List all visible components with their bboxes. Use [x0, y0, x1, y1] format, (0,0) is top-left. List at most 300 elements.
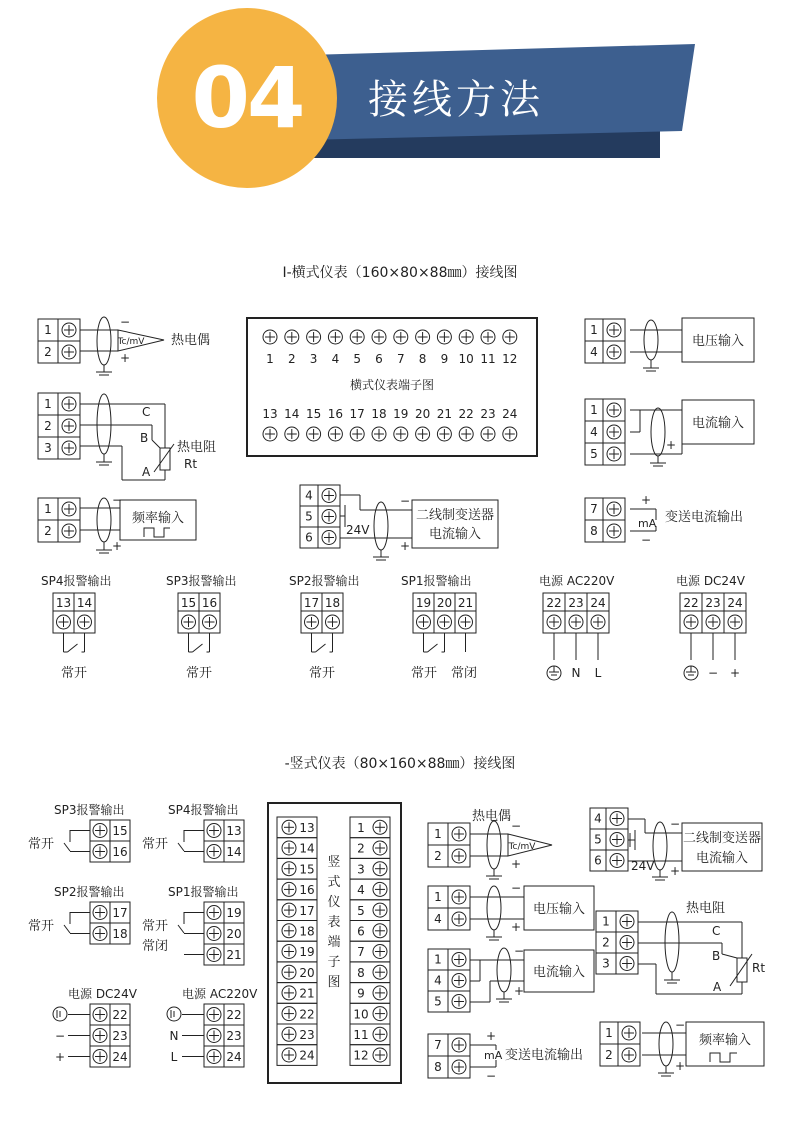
caption-char: 端: [327, 935, 341, 950]
screw-terminal-icon: [591, 615, 605, 629]
terminal-number: 21: [457, 596, 474, 610]
alarm-state: 常闭: [451, 666, 478, 681]
screw-terminal-icon: [452, 912, 466, 926]
screw-terminal-icon: [350, 427, 364, 441]
v-2w-line1: 二线制变送器: [682, 831, 762, 846]
terminal-number: 17: [299, 903, 315, 918]
caption-char: 图: [327, 975, 341, 990]
vertical-left-terminals: [277, 817, 317, 1065]
v-v-minus: −: [511, 881, 522, 895]
h-tc-minus: −: [120, 315, 131, 329]
terminal-number: 4: [305, 488, 313, 503]
caption-char: 竖: [327, 855, 341, 870]
alarm-output-2: [289, 573, 360, 681]
terminal-number: 6: [375, 352, 383, 366]
h-transmit-wiring: [585, 493, 743, 547]
power-title: 电源 AC220V: [539, 574, 615, 588]
terminal-number: 1: [434, 827, 442, 841]
v-thermocouple-wiring: [428, 808, 552, 879]
terminal-number: 1: [266, 352, 274, 366]
power-mark: L: [170, 1050, 178, 1064]
h-c-label: 电流输入: [691, 416, 745, 431]
screw-terminal-icon: [307, 427, 321, 441]
terminal-number: 20: [226, 927, 242, 941]
terminal-number: 1: [605, 1026, 613, 1040]
terminal-number: 15: [180, 596, 197, 610]
v-rtd-c: C: [712, 924, 721, 938]
v-voltage-wiring: [428, 881, 594, 940]
v-alarm-outputs: [28, 802, 244, 965]
terminal-number: 13: [226, 824, 242, 838]
terminal-number: 22: [458, 407, 474, 421]
screw-terminal-icon: [328, 330, 342, 344]
screw-terminal-icon: [607, 447, 621, 461]
horizontal-top-terminals: [263, 330, 517, 366]
terminal-number: 7: [357, 945, 365, 960]
h-power-ac: [539, 573, 615, 680]
screw-terminal-icon: [416, 330, 430, 344]
terminal-number: 5: [305, 509, 313, 524]
terminal-number: 16: [112, 845, 128, 859]
terminal-number: 24: [727, 596, 743, 610]
terminal-number: 2: [357, 841, 365, 856]
v-rtd-rt: Rt: [752, 961, 766, 975]
v-2w-minus: −: [670, 817, 681, 831]
screw-terminal-icon: [207, 927, 221, 941]
screw-terminal-icon: [373, 1048, 387, 1062]
terminal-number: 9: [440, 352, 449, 366]
alarm-output-0: [41, 573, 112, 681]
terminal-number: 4: [594, 811, 602, 826]
screw-terminal-icon: [607, 502, 621, 516]
power-mark: L: [594, 666, 602, 680]
terminal-number: 13: [299, 821, 315, 835]
screw-terminal-icon: [452, 827, 466, 841]
power-mark: N: [169, 1029, 179, 1043]
v-t-label: 变送电流输出: [505, 1048, 584, 1063]
screw-terminal-icon: [373, 882, 387, 896]
v-tc-sensor: Tc/mV: [508, 842, 536, 852]
ground-icon: [53, 1007, 67, 1021]
terminal-number: 20: [414, 407, 431, 421]
terminal-number: 2: [605, 1048, 613, 1062]
terminal-number: 19: [415, 596, 432, 610]
v-2w-voltage: 24V: [631, 859, 655, 873]
horizontal-bottom-terminals: [262, 407, 517, 441]
screw-terminal-icon: [373, 820, 387, 834]
h-v-label: 电压输入: [691, 334, 745, 349]
terminal-number: 8: [590, 524, 598, 538]
screw-terminal-icon: [373, 1007, 387, 1021]
v-tc-label: 热电偶: [472, 809, 512, 824]
screw-terminal-icon: [481, 427, 495, 441]
terminal-number: 1: [590, 403, 598, 417]
alarm-title: SP4报警输出: [41, 574, 112, 588]
h-power-dc: [676, 573, 746, 680]
terminal-number: 11: [480, 352, 496, 366]
screw-terminal-icon: [207, 948, 221, 962]
terminal-number: 18: [371, 407, 387, 421]
alarm-state: 常开: [309, 666, 336, 681]
screw-terminal-icon: [62, 524, 76, 538]
screw-terminal-icon: [62, 419, 76, 433]
terminal-number: 1: [44, 397, 52, 411]
v-alarm-output-2: [28, 884, 130, 944]
h-2w-minus: −: [400, 494, 411, 508]
screw-terminal-icon: [93, 845, 107, 859]
terminal-number: 19: [226, 906, 242, 920]
terminal-number: 3: [44, 441, 52, 455]
terminal-number: 18: [299, 924, 315, 939]
v-tc-minus: −: [511, 819, 522, 833]
v-c-plus: +: [514, 984, 525, 998]
screw-terminal-icon: [282, 903, 296, 917]
v-power-ac: [167, 986, 258, 1067]
screw-terminal-icon: [307, 330, 321, 344]
h-alarm-outputs: [41, 573, 477, 681]
screw-terminal-icon: [438, 615, 452, 629]
terminal-number: 1: [434, 952, 442, 967]
screw-terminal-icon: [373, 924, 387, 938]
terminal-number: 8: [434, 1060, 442, 1074]
screw-terminal-icon: [282, 924, 296, 938]
h-freq-minus: −: [112, 493, 123, 507]
terminal-number: 1: [434, 890, 442, 904]
v-power-terminals: [53, 986, 258, 1067]
terminal-number: 13: [55, 596, 72, 610]
screw-terminal-icon: [57, 615, 71, 629]
terminal-number: 6: [305, 530, 313, 545]
screw-terminal-icon: [622, 1026, 636, 1040]
screw-terminal-icon: [452, 1038, 466, 1052]
screw-terminal-icon: [207, 906, 221, 920]
terminal-number: 23: [299, 1028, 315, 1042]
screw-terminal-icon: [263, 330, 277, 344]
screw-terminal-icon: [322, 510, 336, 524]
screw-terminal-icon: [607, 425, 621, 439]
screw-terminal-icon: [282, 882, 296, 896]
screw-terminal-icon: [282, 986, 296, 1000]
screw-terminal-icon: [62, 397, 76, 411]
ground-icon: [684, 666, 698, 680]
alarm-state: 常开: [142, 837, 169, 852]
screw-terminal-icon: [350, 330, 364, 344]
v-rtd-label: 热电阻: [686, 901, 726, 916]
v-freq-label: 频率输入: [698, 1033, 752, 1048]
h-two-wire-wiring: [300, 485, 498, 560]
terminal-number: 14: [299, 841, 315, 856]
v-2w-plus: +: [670, 864, 681, 878]
terminal-number: 7: [434, 1038, 442, 1052]
terminal-number: 16: [299, 883, 315, 898]
terminal-number: 3: [357, 862, 365, 877]
screw-terminal-icon: [373, 1027, 387, 1041]
v-alarm-output-1: [142, 802, 244, 862]
h-frequency-wiring: [38, 493, 196, 553]
screw-terminal-icon: [459, 330, 473, 344]
screw-terminal-icon: [684, 615, 698, 629]
terminal-number: 24: [502, 407, 518, 421]
h-rtd-a: A: [142, 465, 151, 479]
screw-terminal-icon: [620, 915, 634, 929]
screw-terminal-icon: [285, 427, 299, 441]
h-t-minus: −: [641, 533, 652, 547]
screw-terminal-icon: [207, 1050, 221, 1064]
screw-terminal-icon: [282, 862, 296, 876]
terminal-number: 15: [305, 407, 322, 421]
v-current-wiring: [428, 944, 594, 1012]
h-rtd-label: 热电阻: [177, 440, 217, 455]
v-tc-plus: +: [511, 857, 522, 871]
terminal-number: 2: [44, 419, 52, 433]
terminal-number: 5: [353, 352, 362, 366]
screw-terminal-icon: [417, 615, 431, 629]
terminal-number: 15: [112, 824, 128, 838]
screw-terminal-icon: [373, 862, 387, 876]
screw-terminal-icon: [394, 427, 408, 441]
alarm-state: 常闭: [142, 939, 169, 954]
screw-terminal-icon: [452, 890, 466, 904]
terminal-number: 19: [393, 407, 409, 421]
screw-terminal-icon: [503, 427, 517, 441]
terminal-number: 16: [201, 596, 218, 610]
terminal-number: 17: [303, 596, 320, 610]
terminal-number: 14: [226, 845, 242, 859]
caption-char: 子: [327, 955, 341, 970]
v-freq-minus: −: [675, 1018, 686, 1032]
screw-terminal-icon: [282, 945, 296, 959]
screw-terminal-icon: [282, 965, 296, 979]
alarm-title: SP4报警输出: [168, 803, 239, 817]
terminal-number: 24: [226, 1050, 242, 1064]
terminal-number: 7: [396, 352, 405, 366]
terminal-number: 14: [284, 407, 300, 421]
terminal-number: 18: [324, 596, 341, 610]
screw-terminal-icon: [416, 427, 430, 441]
screw-terminal-icon: [452, 1060, 466, 1074]
screw-terminal-icon: [282, 1048, 296, 1062]
terminal-number: 4: [434, 912, 442, 926]
alarm-title: SP3报警输出: [166, 574, 237, 588]
terminal-number: 8: [357, 965, 365, 980]
terminal-number: 17: [349, 407, 365, 421]
screw-terminal-icon: [282, 841, 296, 855]
terminal-number: 15: [299, 862, 315, 877]
screw-terminal-icon: [326, 615, 340, 629]
terminal-number: 22: [546, 596, 562, 610]
h-rtd-wiring: [38, 393, 216, 480]
v-t-plus: +: [486, 1029, 497, 1043]
terminal-number: 4: [357, 883, 365, 898]
h-current-wiring: [585, 399, 754, 466]
horizontal-title: I-横式仪表（160×80×88㎜）接线图: [282, 265, 518, 281]
terminal-number: 13: [262, 407, 278, 421]
alarm-title: SP1报警输出: [168, 885, 239, 899]
terminal-number: 2: [44, 345, 52, 359]
screw-terminal-icon: [459, 615, 473, 629]
screw-terminal-icon: [372, 330, 386, 344]
screw-terminal-icon: [437, 427, 451, 441]
vertical-right-terminals: [350, 817, 390, 1065]
caption-char: 仪: [327, 895, 341, 910]
terminal-number: 1: [44, 502, 52, 516]
h-2w-line2: 电流输入: [428, 527, 482, 542]
screw-terminal-icon: [263, 427, 277, 441]
caption-char: 式: [327, 875, 341, 890]
screw-terminal-icon: [437, 330, 451, 344]
screw-terminal-icon: [285, 330, 299, 344]
v-alarm-output-3: [142, 884, 244, 965]
screw-terminal-icon: [620, 936, 634, 950]
screw-terminal-icon: [207, 1029, 221, 1043]
screw-terminal-icon: [328, 427, 342, 441]
alarm-state: 常开: [28, 919, 55, 934]
terminal-number: 23: [705, 596, 721, 610]
ground-icon: [547, 666, 561, 680]
vertical-title: -竖式仪表（80×160×88㎜）接线图: [284, 756, 516, 772]
alarm-output-1: [166, 573, 237, 681]
screw-terminal-icon: [282, 1007, 296, 1021]
terminal-number: 1: [44, 323, 52, 337]
terminal-number: 2: [287, 352, 296, 366]
screw-terminal-icon: [607, 323, 621, 337]
terminal-number: 22: [226, 1008, 242, 1022]
h-t-label: 变送电流输出: [665, 510, 744, 525]
screw-terminal-icon: [610, 833, 624, 847]
screw-terminal-icon: [207, 845, 221, 859]
horizontal-terminal-caption: 横式仪表端子图: [349, 378, 435, 392]
power-title: 电源 DC24V: [68, 987, 137, 1001]
v-power-dc: [53, 986, 138, 1067]
terminal-number: 18: [112, 927, 128, 941]
ground-icon: [167, 1007, 181, 1021]
terminal-number: 22: [112, 1008, 128, 1022]
terminal-number: 6: [357, 924, 365, 939]
screw-terminal-icon: [706, 615, 720, 629]
alarm-title: SP3报警输出: [54, 803, 125, 817]
alarm-state: 常开: [142, 919, 169, 934]
screw-terminal-icon: [373, 986, 387, 1000]
screw-terminal-icon: [305, 615, 319, 629]
h-freq-label: 频率输入: [131, 511, 185, 526]
screw-terminal-icon: [610, 854, 624, 868]
alarm-title: SP2报警输出: [54, 885, 125, 899]
power-mark: +: [729, 666, 741, 680]
terminal-number: 23: [480, 407, 496, 421]
v-rtd-wiring: [596, 900, 765, 994]
power-mark: +: [54, 1050, 66, 1064]
screw-terminal-icon: [607, 403, 621, 417]
screw-terminal-icon: [282, 820, 296, 834]
terminal-number: 23: [112, 1029, 128, 1043]
screw-terminal-icon: [452, 995, 466, 1009]
h-tc-label: 热电偶: [171, 333, 211, 348]
screw-terminal-icon: [459, 427, 473, 441]
h-2w-plus: +: [400, 539, 411, 553]
screw-terminal-icon: [373, 903, 387, 917]
screw-terminal-icon: [503, 330, 517, 344]
v-rtd-b: B: [712, 949, 721, 963]
terminal-number: 9: [357, 986, 365, 1001]
v-two-wire-wiring: [590, 808, 762, 880]
terminal-number: 3: [602, 956, 610, 971]
terminal-number: 12: [353, 1048, 369, 1063]
screw-terminal-icon: [93, 1029, 107, 1043]
h-voltage-wiring: [585, 318, 754, 371]
screw-terminal-icon: [93, 1050, 107, 1064]
screw-terminal-icon: [322, 531, 336, 545]
screw-terminal-icon: [373, 965, 387, 979]
v-t-unit: mA: [484, 1049, 503, 1062]
power-mark: −: [54, 1029, 66, 1043]
power-title: 电源 AC220V: [182, 987, 258, 1001]
h-thermocouple-wiring: [38, 315, 210, 375]
screw-terminal-icon: [372, 427, 386, 441]
screw-terminal-icon: [452, 849, 466, 863]
terminal-number: 11: [353, 1028, 369, 1042]
section-title: 接线方法: [368, 77, 544, 123]
screw-terminal-icon: [728, 615, 742, 629]
h-tc-plus: +: [120, 351, 131, 365]
alarm-state: 常开: [186, 666, 213, 681]
terminal-number: 3: [309, 352, 318, 366]
terminal-number: 2: [602, 935, 610, 950]
screw-terminal-icon: [394, 330, 408, 344]
terminal-number: 14: [76, 596, 93, 610]
v-v-plus: +: [511, 920, 522, 934]
terminal-number: 21: [299, 986, 315, 1001]
terminal-number: 8: [418, 352, 427, 366]
terminal-number: 21: [436, 407, 453, 421]
terminal-number: 24: [590, 596, 606, 610]
screw-terminal-icon: [282, 1027, 296, 1041]
terminal-number: 4: [434, 973, 442, 988]
h-tc-sensor: Tc/mV: [117, 337, 145, 347]
terminal-number: 20: [299, 965, 315, 980]
alarm-output-3: [401, 573, 477, 681]
h-rtd-b: B: [140, 431, 149, 445]
terminal-number: 23: [226, 1029, 242, 1043]
terminal-number: 24: [112, 1050, 128, 1064]
h-2w-voltage: 24V: [346, 523, 370, 537]
v-c-minus: −: [514, 944, 525, 958]
terminal-number: 16: [327, 407, 344, 421]
terminal-number: 5: [357, 903, 365, 918]
power-mark: N: [571, 666, 581, 680]
alarm-state: 常开: [61, 666, 88, 681]
terminal-number: 5: [594, 832, 602, 847]
caption-char: 表: [327, 915, 341, 930]
v-freq-plus: +: [675, 1059, 686, 1073]
screw-terminal-icon: [62, 502, 76, 516]
h-power-terminals: [539, 573, 746, 680]
screw-terminal-icon: [373, 945, 387, 959]
terminal-number: 7: [590, 502, 598, 516]
terminal-number: 4: [331, 352, 340, 366]
v-alarm-output-0: [28, 802, 130, 862]
h-c-plus: +: [666, 438, 677, 452]
terminal-number: 2: [434, 849, 442, 863]
section-number: 04: [191, 49, 303, 147]
terminal-number: 2: [44, 524, 52, 538]
v-t-minus: −: [486, 1069, 497, 1083]
screw-terminal-icon: [452, 953, 466, 967]
v-c-label: 电流输入: [532, 965, 586, 980]
screw-terminal-icon: [62, 345, 76, 359]
screw-terminal-icon: [622, 1048, 636, 1062]
alarm-title: SP2报警输出: [289, 574, 360, 588]
screw-terminal-icon: [203, 615, 217, 629]
